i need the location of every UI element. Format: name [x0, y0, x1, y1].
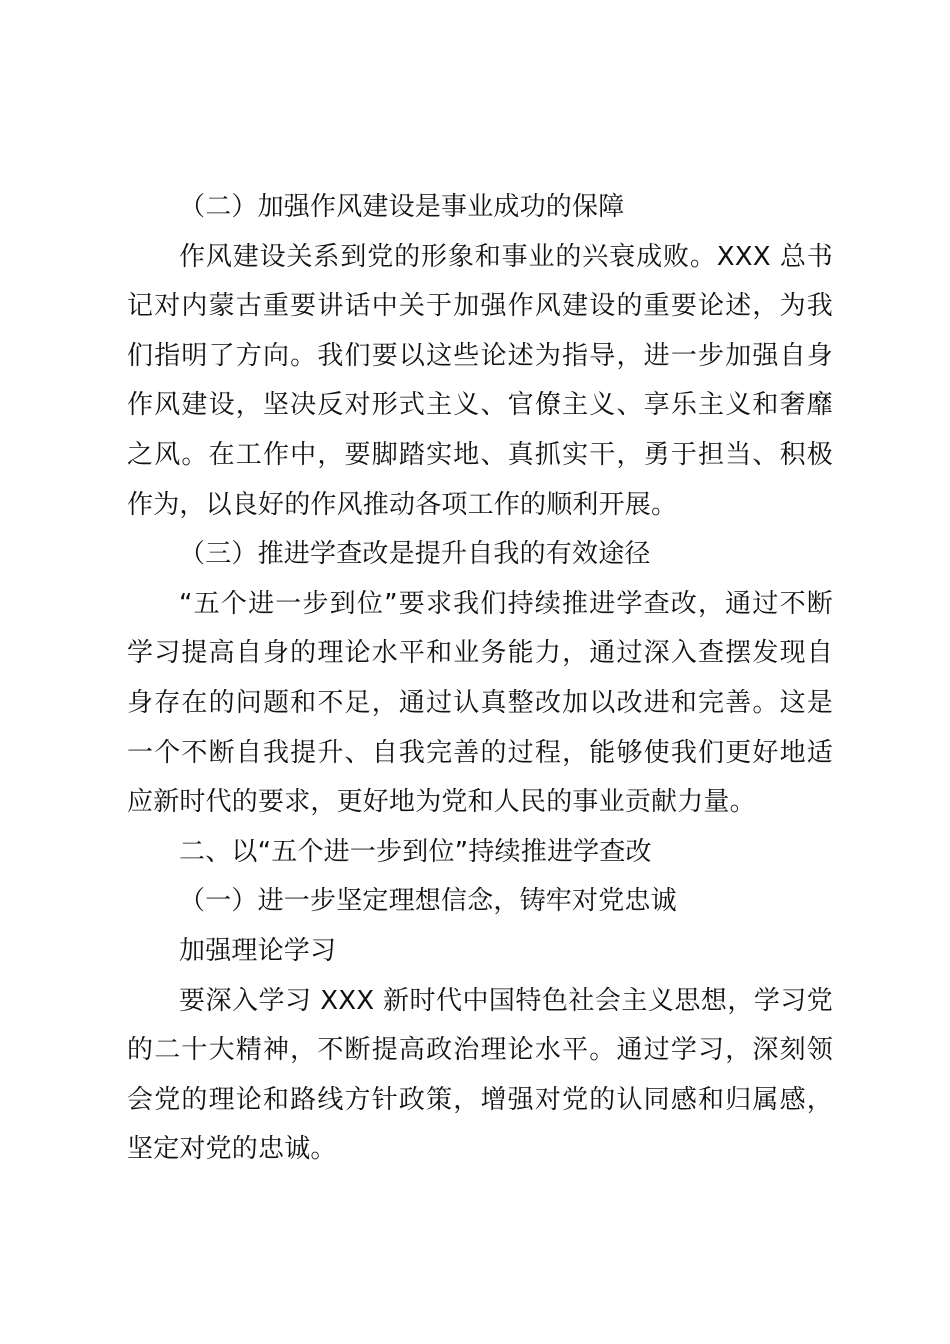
section-heading-1: （一）进一步坚定理想信念，铸牢对党忠诚 [179, 886, 677, 917]
chapter-heading-2: 二、以“五个进一步到位”持续推进学查改 [179, 836, 652, 867]
body-paragraph: “五个进一步到位”要求我们持续推进学查改，通过不断学习提高自身的理论水平和业务能力，通过深入查摆发现自身存在的问题和不足，通过认真整改加以改进和完善。这是一个不断自我提升、自我完善的过程，能够使我们更好地适应新时代的要求，更好地为党和人民的事业贡献力量。 [127, 588, 833, 818]
document-body [127, 183, 833, 1175]
section-heading-2: （二）加强作风建设是事业成功的保障 [179, 192, 625, 222]
body-paragraph: 要深入学习 XXX 新时代中国特色社会主义思想，学习党的二十大精神，不断提高政治理论水平。通过学习，深刻领会党的理论和路线方针政策，增强对党的认同感和归属感，坚定对党的忠诚。 [127, 985, 833, 1165]
section-heading-3: （三）推进学查改是提升自我的有效途径 [179, 539, 651, 570]
body-paragraph: 作风建设关系到党的形象和事业的兴衰成败。XXX 总书记对内蒙古重要讲话中关于加强作风建设的重要论述，为我们指明了方向。我们要以这些论述为指导，进一步加强自身作风建设，坚决反对形式主义、官僚主义、享乐主义和奢靡之风。在工作中，要脚踏实地、真抓实干，勇于担当、积极作为，以良好的作风推动各项工作的顺利开展。 [127, 241, 833, 520]
subsection-heading: 加强理论学习 [179, 935, 337, 966]
